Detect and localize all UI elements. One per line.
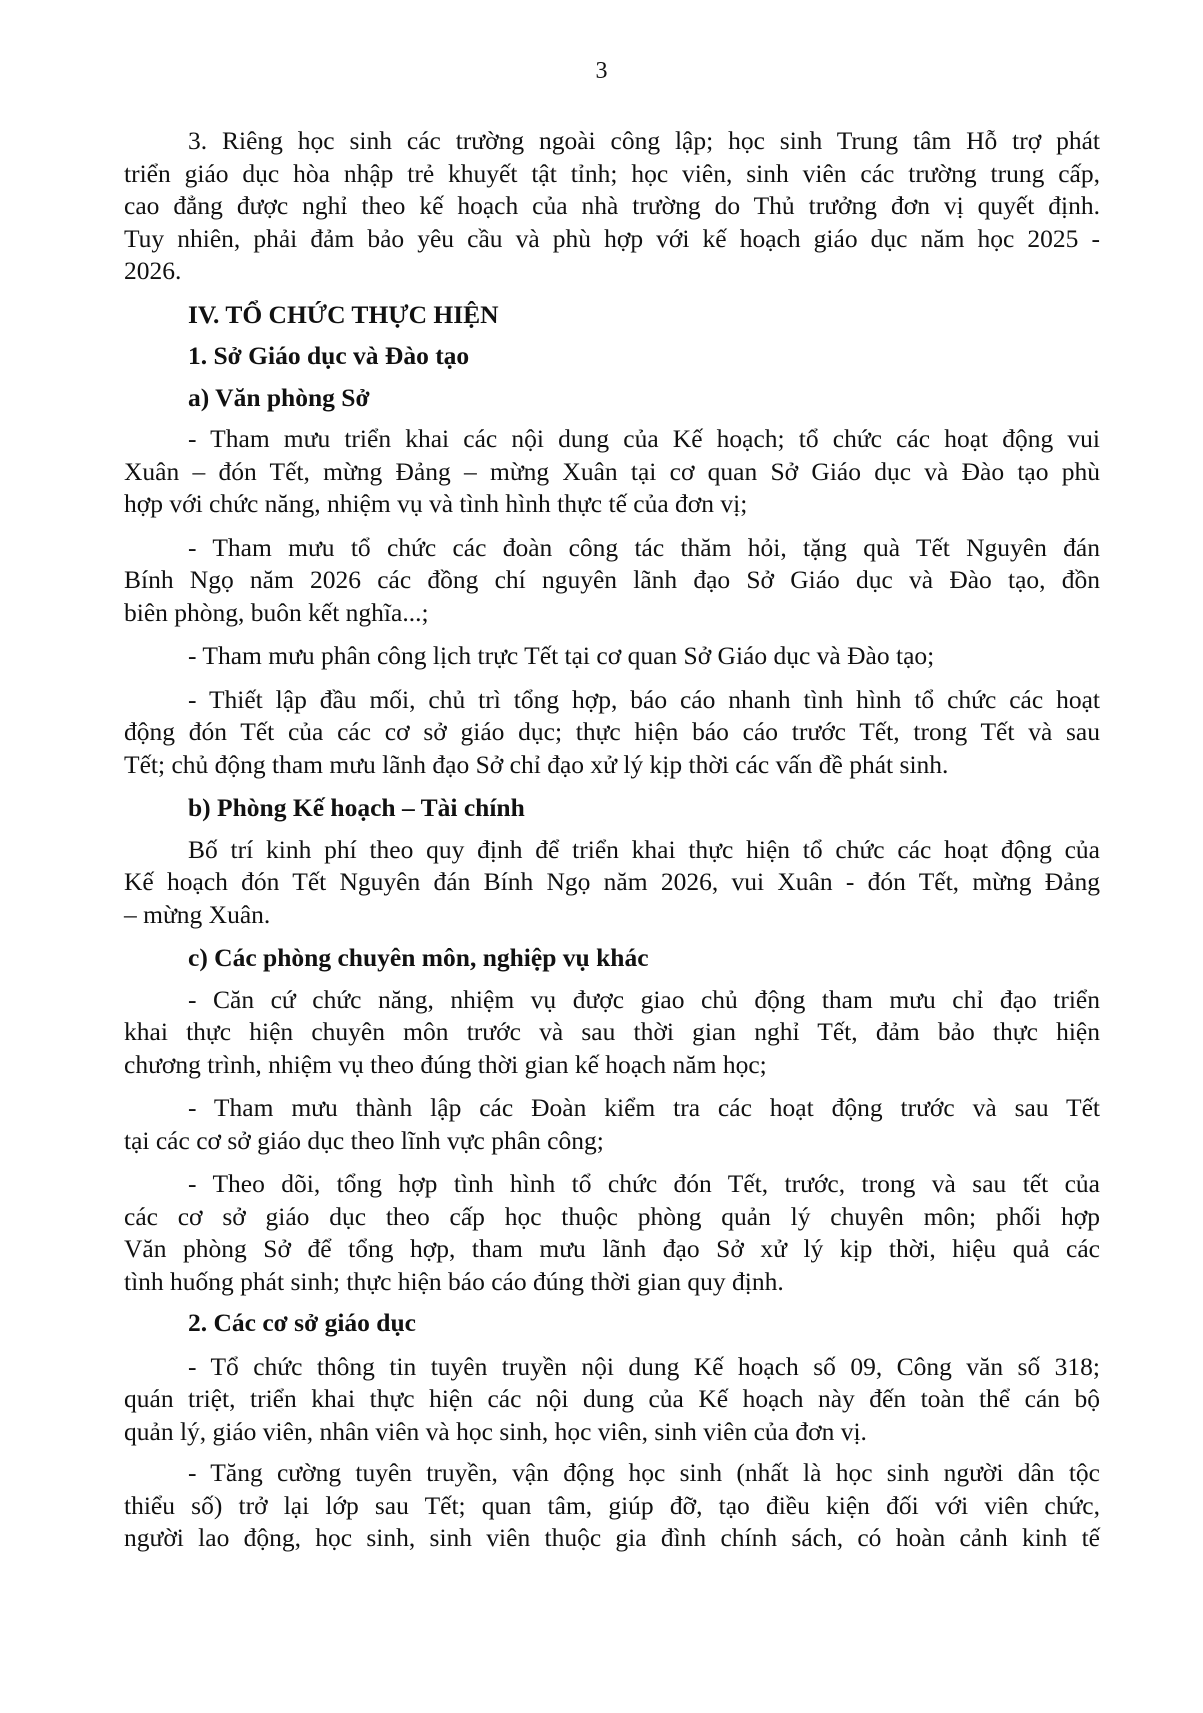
text-line: quán triệt, triển khai thực hiện các nội dung của Kế hoạch này đến toàn thể cán bộ [124, 1384, 1100, 1413]
text-line: - Căn cứ chức năng, nhiệm vụ được giao chủ động tham mưu chỉ đạo triển [188, 984, 1100, 1014]
heading-text: 1. Sở Giáo dục và Đào tạo [188, 341, 470, 370]
paragraph [124, 834, 1100, 932]
paragraph [124, 1168, 1100, 1298]
text-line: Văn phòng Sở để tổng hợp, tham mưu lãnh đạo Sở xử lý kịp thời, hiệu quả các [124, 1234, 1100, 1263]
paragraph [124, 125, 1100, 288]
section-heading [124, 340, 1100, 373]
paragraph [124, 984, 1100, 1082]
text-line: khai thực hiện chuyên môn trước và sau thời gian nghỉ Tết, đảm bảo thực hiện [124, 1017, 1100, 1046]
text-line: 2026. [124, 256, 182, 285]
paragraph [124, 1351, 1100, 1449]
text-line: người lao động, học sinh, sinh viên thuộc gia đình chính sách, có hoàn cảnh kinh tế [124, 1523, 1100, 1552]
text-line: triển giáo dục hòa nhập trẻ khuyết tật tỉnh; học viên, sinh viên các trường trung cấp, [124, 158, 1100, 188]
page-number: 3 [595, 58, 608, 84]
text-line: Bố trí kinh phí theo quy định để triển khai thực hiện tổ chức các hoạt động của [188, 834, 1100, 864]
text-line: Xuân – đón Tết, mừng Đảng – mừng Xuân tại cơ quan Sở Giáo dục và Đào tạo phù [124, 456, 1100, 486]
text-line: Kế hoạch đón Tết Nguyên đán Bính Ngọ năm 2026, vui Xuân - đón Tết, mừng Đảng [124, 867, 1100, 896]
paragraph [124, 640, 1100, 673]
text-line: biên phòng, buôn kết nghĩa...; [124, 597, 429, 627]
text-line: - Thiết lập đầu mối, chủ trì tổng hợp, báo cáo nhanh tình hình tổ chức các hoạt [188, 684, 1100, 714]
text-line: động đón Tết của các cơ sở giáo dục; thực hiện báo cáo trước Tết, trong Tết và sau [124, 717, 1100, 746]
text-line: quản lý, giáo viên, nhân viên và học sinh, học viên, sinh viên của đơn vị. [124, 1416, 867, 1446]
paragraph [124, 684, 1100, 782]
text-line: Tuy nhiên, phải đảm bảo yêu cầu và phù hợp với kế hoạch giáo dục năm học 2025 - [124, 223, 1100, 253]
text-line: Tết; chủ động tham mưu lãnh đạo Sở chỉ đạo xử lý kịp thời các vấn đề phát sinh. [124, 749, 949, 779]
text-line: - Tổ chức thông tin tuyên truyền nội dung Kế hoạch số 09, Công văn số 318; [188, 1351, 1100, 1381]
heading-text: IV. TỔ CHỨC THỰC HIỆN [188, 299, 499, 329]
text-line: chương trình, nhiệm vụ theo đúng thời gian kế hoạch năm học; [124, 1049, 767, 1079]
text-line: – mừng Xuân. [124, 899, 271, 929]
paragraph [124, 423, 1100, 521]
text-line: - Tham mưu triển khai các nội dung của Kế hoạch; tổ chức các hoạt động vui [188, 424, 1100, 453]
text-line: cao đẳng được nghỉ theo kế hoạch của nhà trường do Thủ trưởng đơn vị quyết định. [124, 191, 1100, 220]
heading-text: 2. Các cơ sở giáo dục [188, 1308, 416, 1337]
text-line: - Tham mưu tổ chức các đoàn công tác thăm hỏi, tặng quà Tết Nguyên đán [188, 532, 1100, 562]
paragraph [124, 1092, 1100, 1157]
section-heading [124, 382, 1100, 415]
paragraph [124, 1457, 1100, 1555]
heading-text: a) Văn phòng Sở [188, 382, 370, 412]
text-line: - Tham mưu phân công lịch trực Tết tại cơ quan Sở Giáo dục và Đào tạo; [188, 641, 935, 670]
text-line: - Tăng cường tuyên truyền, vận động học sinh (nhất là học sinh người dân tộc [188, 1458, 1100, 1487]
text-line: hợp với chức năng, nhiệm vụ và tình hình thực tế của đơn vị; [124, 489, 748, 518]
text-line: - Theo dõi, tổng hợp tình hình tổ chức đón Tết, trước, trong và sau tết của [188, 1169, 1100, 1198]
section-heading [124, 942, 1100, 975]
text-line: tại các cơ sở giáo dục theo lĩnh vực phân công; [124, 1125, 604, 1155]
text-line: Bính Ngọ năm 2026 các đồng chí nguyên lãnh đạo Sở Giáo dục và Đào tạo, đồn [124, 565, 1100, 594]
paragraph [124, 532, 1100, 630]
text-line: các cơ sở giáo dục theo cấp học thuộc phòng quản lý chuyên môn; phối hợp [124, 1201, 1100, 1231]
document-body [124, 116, 1100, 1555]
heading-text: b) Phòng Kế hoạch – Tài chính [188, 793, 525, 822]
text-line: tình huống phát sinh; thực hiện báo cáo đúng thời gian quy định. [124, 1266, 784, 1296]
text-line: thiểu số) trở lại lớp sau Tết; quan tâm, giúp đỡ, tạo điều kiện đối với viên chức, [124, 1490, 1100, 1520]
text-line: 3. Riêng học sinh các trường ngoài công lập; học sinh Trung tâm Hỗ trợ phát [188, 126, 1100, 155]
section-heading [124, 1307, 1100, 1340]
section-heading [124, 299, 1100, 332]
heading-text: c) Các phòng chuyên môn, nghiệp vụ khác [188, 943, 649, 972]
section-heading [124, 792, 1100, 825]
text-line: - Tham mưu thành lập các Đoàn kiểm tra các hoạt động trước và sau Tết [188, 1093, 1100, 1122]
